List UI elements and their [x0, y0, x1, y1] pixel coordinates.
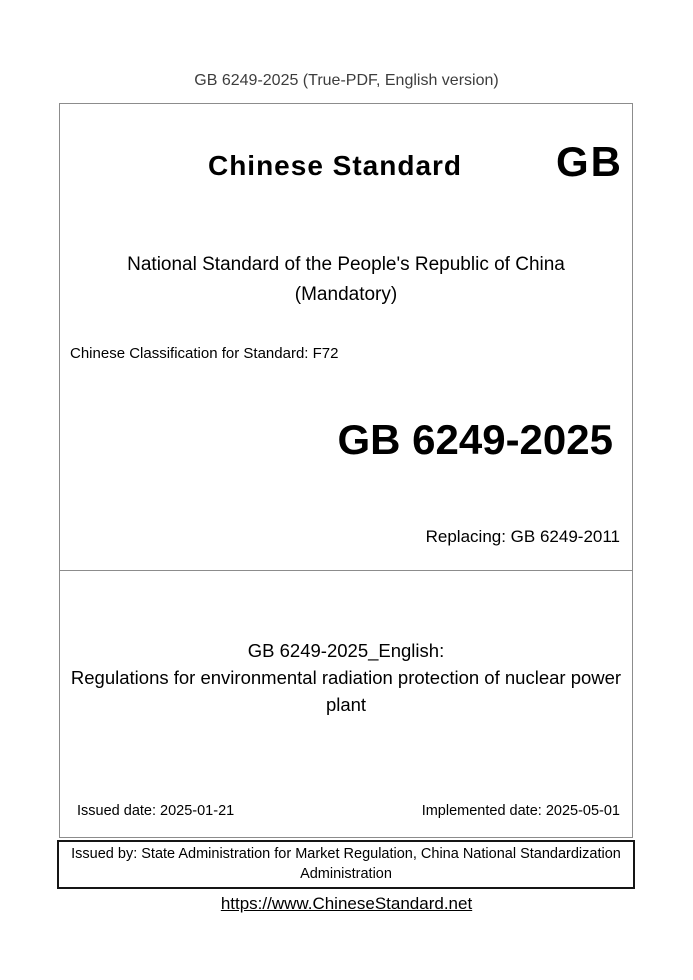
document-header: GB 6249-2025 (True-PDF, English version) [194, 72, 499, 89]
section-divider [60, 570, 632, 571]
national-standard-line: National Standard of the People's Republic of China [127, 254, 565, 275]
classification-line: Chinese Classification for Standard: F72 [70, 345, 339, 362]
mandatory-label: (Mandatory) [294, 284, 398, 305]
document-title-block [60, 637, 632, 718]
document-title-body: Regulations for environmental radiation protection of nuclear power plant [70, 667, 622, 715]
document-title-heading: GB 6249-2025_English: [247, 640, 445, 661]
implemented-date: Implemented date: 2025-05-01 [421, 803, 620, 819]
brand-title: Chinese Standard [207, 150, 463, 181]
issuer-box: Issued by: State Administration for Market Regulation, China National Standardization Administration [57, 840, 635, 889]
dates-row [77, 803, 620, 819]
website-link[interactable]: https://www.ChineseStandard.net [220, 894, 473, 913]
replacing-note: Replacing: GB 6249-2011 [425, 527, 620, 546]
gb-logo: GB [556, 138, 623, 185]
footer [0, 894, 693, 914]
standard-code: GB 6249-2025 [337, 416, 613, 463]
cover-box [59, 103, 633, 838]
issued-date: Issued date: 2025-01-21 [77, 803, 235, 819]
